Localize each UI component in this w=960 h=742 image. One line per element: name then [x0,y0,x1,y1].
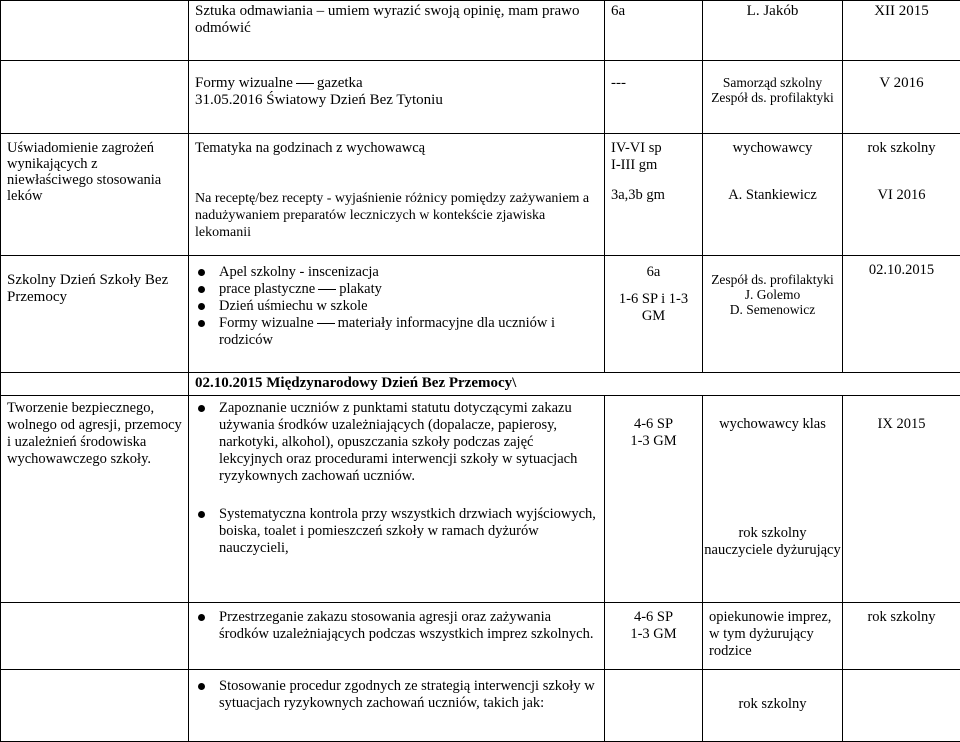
table-row [1,61,960,134]
person-text: wychowawcy [703,140,842,157]
date-text: XII 2015 [874,3,929,19]
date-cell [843,670,960,742]
person-text: rok szkolny [703,525,842,542]
who-text: 3a,3b gm [611,187,696,204]
date-text: VI 2016 [843,187,960,204]
person-cell [703,134,843,256]
date-cell [843,61,960,134]
activity-list [195,609,598,643]
list-item: Przestrzeganie zakazu stosowania agresji oraz zażywania środków uzależniających podczas wszystkich imprez szkolnych. [195,609,598,643]
person-text: Zespół ds. profilaktyki [703,272,842,287]
who-text: 6a [611,3,625,19]
activity-list [195,400,598,557]
date-cell [843,1,960,61]
goal-cell-empty [1,670,189,742]
table-row [1,134,960,256]
who-text: 4-6 SP [605,416,702,433]
goal-text: Uświadomienie zagrożeń wynikających z niewłaściwego stosowania leków [7,140,161,204]
person-cell [703,1,843,61]
table-row [1,1,960,61]
list-item: Formy wizualne materiały informacyjne dla uczniów i rodziców [195,315,598,349]
date-cell [843,396,960,603]
who-text: IV-VI sp [611,140,696,157]
person-text: A. Stankiewicz [703,187,842,204]
who-text: 1-3 GM [605,433,702,450]
who-text: 1-3 GM [605,626,702,643]
activity-text: 31.05.2016 Światowy Dzień Bez Tytoniu [195,92,598,109]
dash [318,289,336,290]
goal-cell-empty [1,1,189,61]
date-text: V 2016 [879,75,923,91]
person-cell [703,61,843,134]
person-text: rok szkolny [738,696,806,712]
activity-list [195,264,598,349]
person-text: D. Semenowicz [703,302,842,317]
list-item: Zapoznanie uczniów z punktami statutu dotyczącymi zakazu używania środków uzależniających (dopalacze, papierosy, narkotyki, alkohol), opuszczania szkoły podczas zajęć lekcyjnych oraz procedurami interwencji szkoły w sytuacjach ryzykownych zachowań uczniów. [195,400,598,485]
who-text: I-III gm [611,157,696,174]
goal-cell-empty [1,373,189,396]
who-text: --- [611,75,626,91]
who-cell [605,670,703,742]
activity-text: Tematyka na godzinach z wychowawcą [195,140,598,157]
activity-cell [189,396,605,603]
activity-cell [189,1,605,61]
goal-text: Szkolny Dzień Szkoły Bez Przemocy [7,272,168,305]
date-cell [843,256,960,373]
who-cell [605,256,703,373]
person-cell [703,670,843,742]
goal-cell-empty [1,603,189,670]
table-row [1,373,960,396]
activity-cell [189,134,605,256]
goal-cell [1,256,189,373]
list-item: Stosowanie procedur zgodnych ze strategią interwencji szkoły w sytuacjach ryzykownych zachowań uczniów, takich jak: [195,678,598,712]
person-cell [703,603,843,670]
activity-text: gazetka [317,75,363,91]
who-text: 1-6 SP i 1-3 GM [605,291,702,325]
dash [317,323,335,324]
list-item: Apel szkolny - inscenizacja [195,264,598,281]
goal-cell-empty [1,61,189,134]
who-text: 4-6 SP [605,609,702,626]
date-text: 02.10.2015 [869,262,934,278]
activity-text: 02.10.2015 Międzynarodowy Dzień Bez Przemocy\ [195,375,516,391]
person-text: J. Golemo [703,287,842,302]
person-cell [703,396,843,603]
list-item: Systematyczna kontrola przy wszystkich drzwiach wyjściowych, boiska, toalet i pomieszczeń szkoły w ramach dyżurów nauczycieli, [195,506,598,557]
list-item: Dzień uśmiechu w szkole [195,298,598,315]
list-item: prace plastyczne plakaty [195,281,598,298]
person-text: nauczyciele dyżurujący [703,542,842,559]
activity-cell [189,603,605,670]
date-text: rok szkolny [867,609,935,625]
person-text: Zespół ds. profilaktyki [703,90,842,105]
dash [296,83,314,84]
activity-text: Formy wizualne [195,75,293,91]
who-cell [605,1,703,61]
activity-text: Sztuka odmawiania – umiem wyrazić swoją opinię, mam prawo odmówić [195,3,579,36]
goal-cell [1,396,189,603]
activity-cell [189,670,605,742]
date-cell [843,134,960,256]
table-row [1,603,960,670]
activity-list [195,678,598,712]
table-row [1,396,960,603]
activity-cell [189,373,960,396]
date-text: rok szkolny [843,140,960,157]
person-cell [703,256,843,373]
goal-cell [1,134,189,256]
who-cell [605,603,703,670]
table-row [1,256,960,373]
person-text: opiekunowie imprez, w tym dyżurujący rodzice [709,609,831,659]
person-text: L. Jakób [747,3,799,19]
activity-cell [189,256,605,373]
who-cell [605,61,703,134]
date-cell [843,603,960,670]
activity-cell [189,61,605,134]
goal-text: Tworzenie bezpiecznego, wolnego od agresji, przemocy i uzależnień środowiska wychowawczego szkoły. [7,400,182,467]
activity-text: Na receptę/bez recepty - wyjaśnienie różnicy pomiędzy zażywaniem a nadużywaniem preparatów leczniczych w kontekście zjawiska lekomanii [195,190,598,241]
date-text: IX 2015 [878,416,926,432]
who-text: 6a [605,264,702,281]
who-cell [605,396,703,603]
who-cell [605,134,703,256]
person-text: Samorząd szkolny [703,75,842,90]
person-text: wychowawcy klas [703,416,842,433]
table-row [1,670,960,742]
